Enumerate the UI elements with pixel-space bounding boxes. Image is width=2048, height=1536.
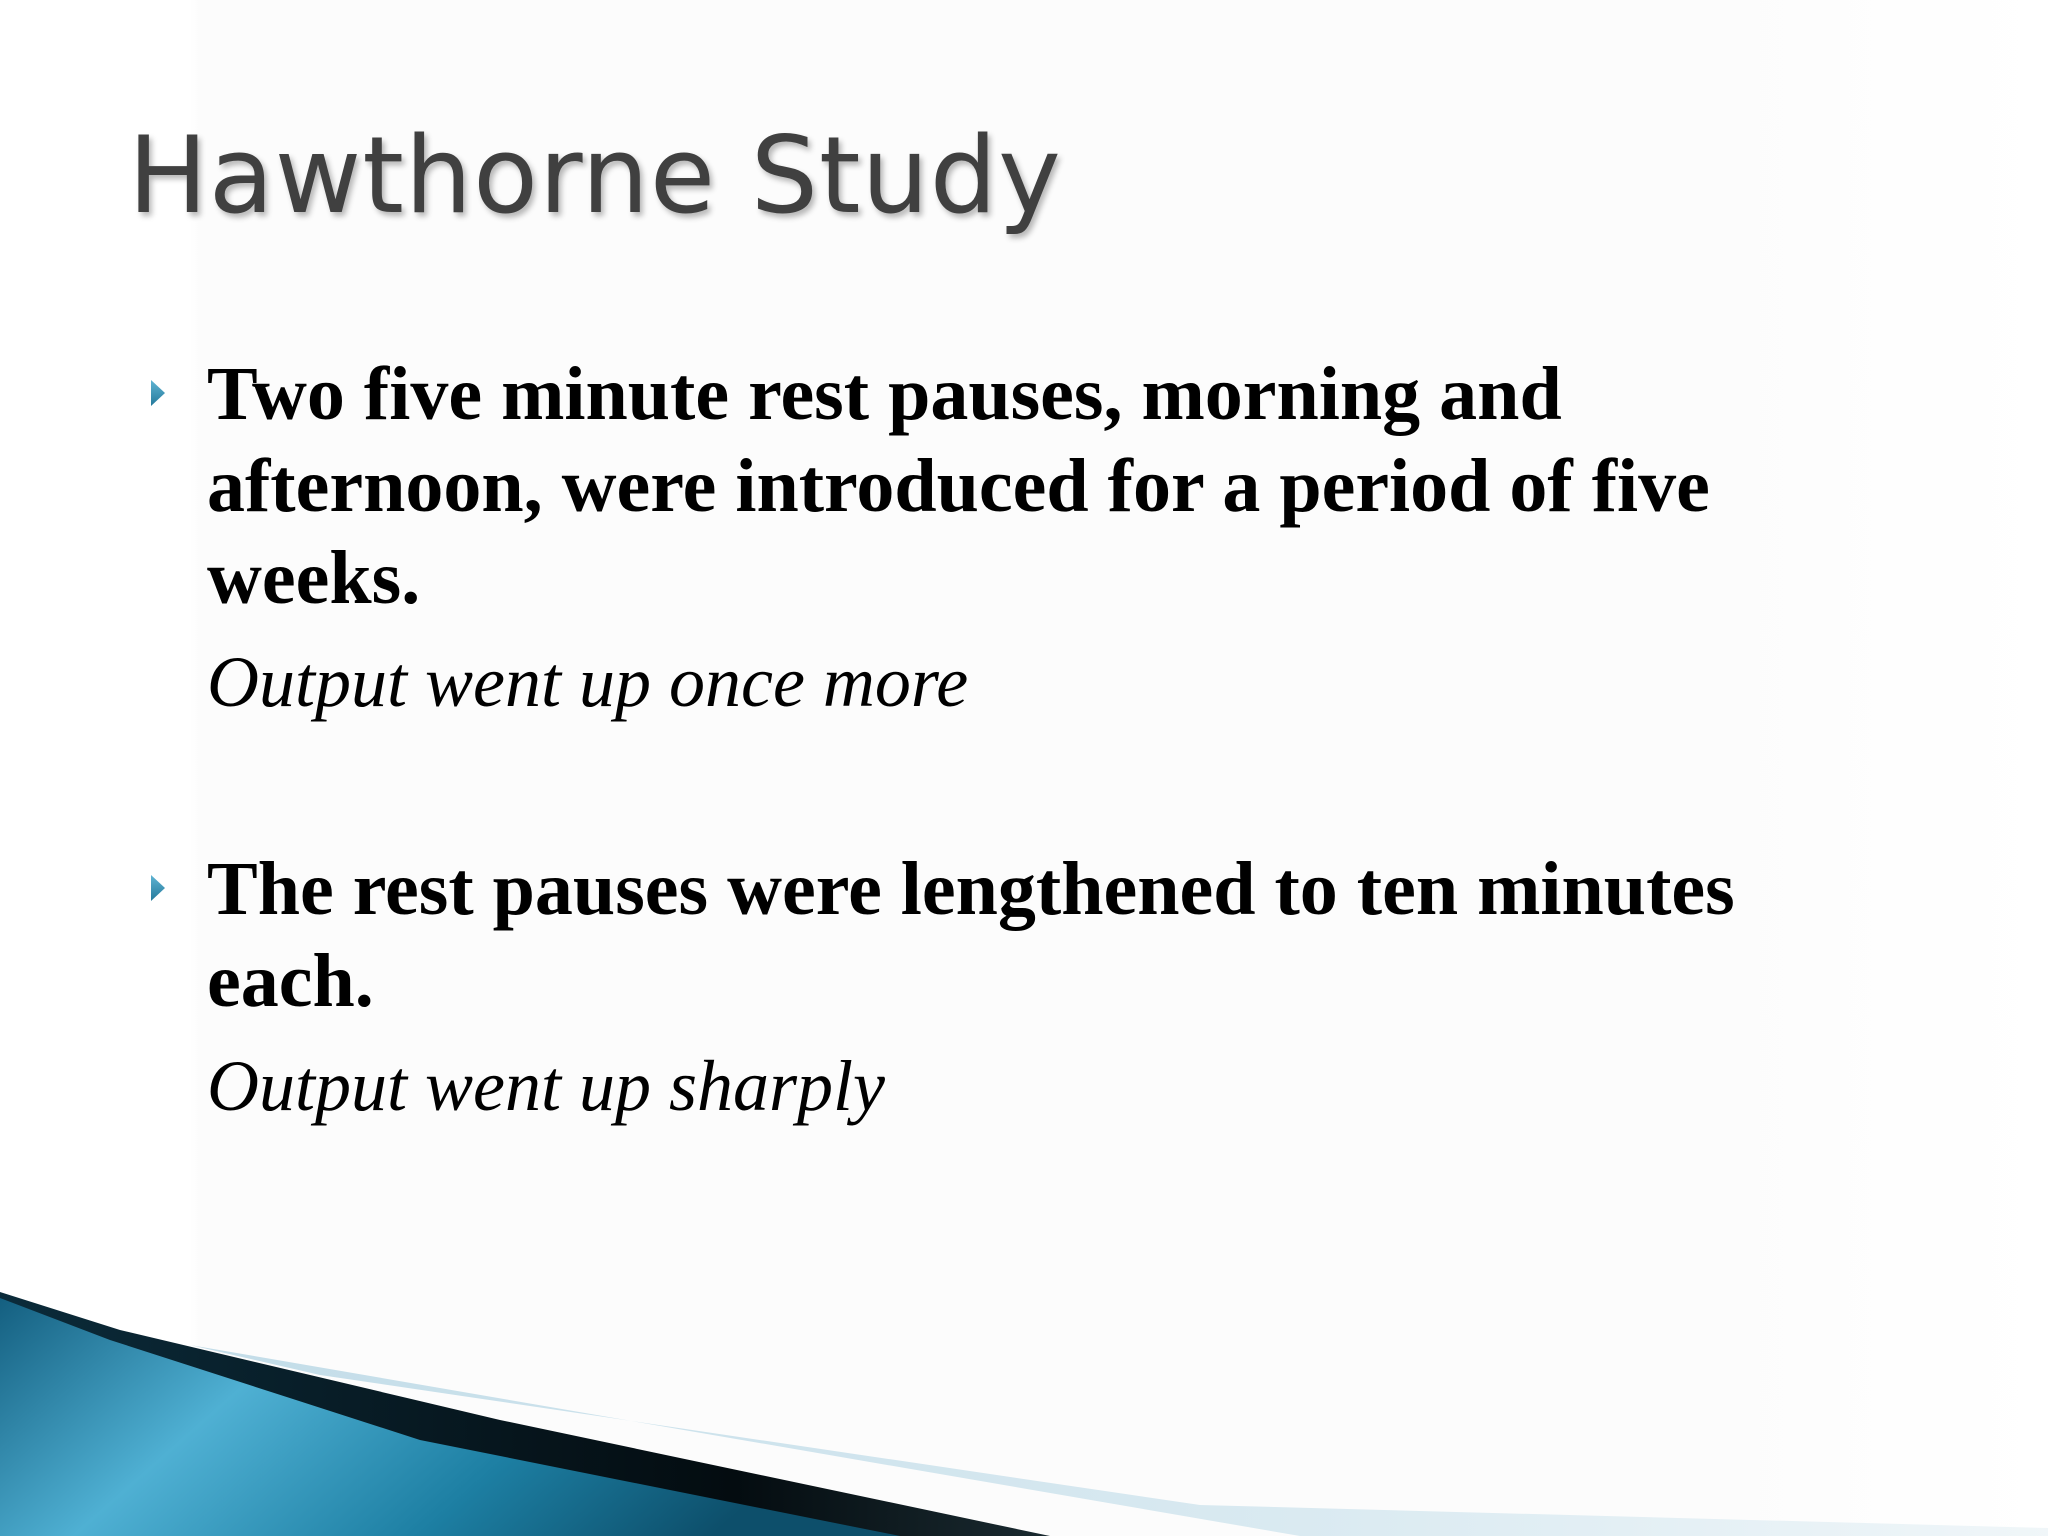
triangle-right-icon xyxy=(150,378,166,408)
bullet-result: Output went up sharply xyxy=(207,1046,885,1126)
slide-title: Hawthorne Study xyxy=(128,114,1062,237)
triangle-right-icon xyxy=(150,873,166,903)
bullet-text: Two five minute rest pauses, morning and afternoon, were introduced for a period of five weeks. xyxy=(207,352,1710,620)
bullet-text: The rest pauses were lengthened to ten minutes each. xyxy=(207,847,1735,1023)
bullet-result: Output went up once more xyxy=(207,642,969,722)
